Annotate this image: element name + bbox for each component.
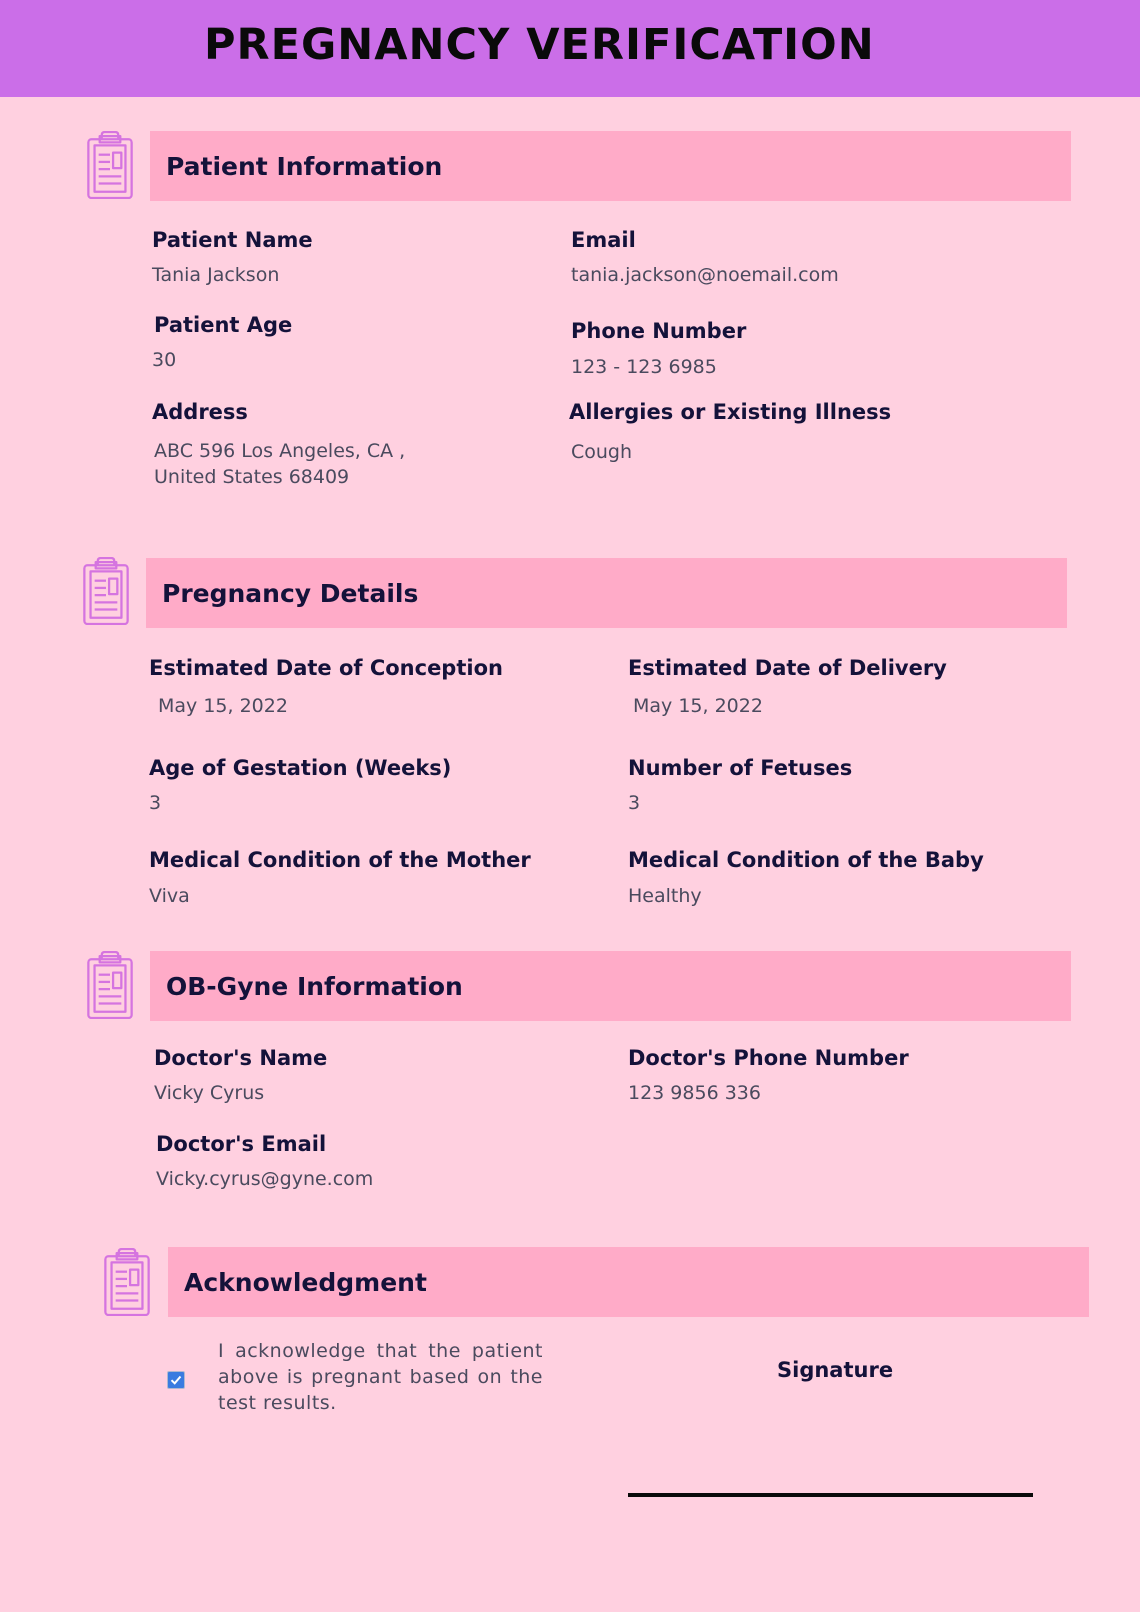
patient-name-value: Tania Jackson bbox=[152, 264, 280, 286]
clipboard-icon bbox=[81, 557, 131, 625]
allergies-label: Allergies or Existing Illness bbox=[569, 400, 892, 424]
clipboard-icon bbox=[85, 131, 135, 199]
patient-age-label: Patient Age bbox=[154, 313, 293, 337]
email-value: tania.jackson@noemail.com bbox=[571, 264, 839, 286]
section-title: Patient Information bbox=[166, 152, 443, 181]
section-header-acknowledgment bbox=[168, 1247, 1089, 1317]
baby-condition-label: Medical Condition of the Baby bbox=[628, 848, 984, 872]
delivery-label: Estimated Date of Delivery bbox=[628, 656, 947, 680]
patient-age-value: 30 bbox=[152, 349, 177, 371]
checkmark-icon bbox=[169, 1373, 183, 1387]
section-header-pregnancy bbox=[146, 558, 1067, 628]
gestation-label: Age of Gestation (Weeks) bbox=[149, 756, 452, 780]
header-bar bbox=[0, 0, 1140, 97]
phone-label: Phone Number bbox=[571, 319, 747, 343]
section-header-patient bbox=[150, 131, 1071, 201]
doctor-phone-value: 123 9856 336 bbox=[628, 1082, 761, 1104]
section-title: Acknowledgment bbox=[184, 1268, 427, 1297]
fetuses-label: Number of Fetuses bbox=[628, 756, 853, 780]
address-label: Address bbox=[152, 400, 248, 424]
doctor-email-value: Vicky.cyrus@gyne.com bbox=[156, 1168, 374, 1190]
baby-condition-value: Healthy bbox=[628, 885, 702, 907]
address-value: ABC 596 Los Angeles, CA , United States 68409 bbox=[154, 440, 406, 488]
signature-line[interactable] bbox=[628, 1493, 1033, 1497]
doctor-email-label: Doctor's Email bbox=[156, 1132, 327, 1156]
doctor-phone-label: Doctor's Phone Number bbox=[628, 1046, 909, 1070]
section-title: Pregnancy Details bbox=[162, 579, 419, 608]
acknowledge-checkbox[interactable] bbox=[167, 1371, 185, 1389]
clipboard-icon bbox=[102, 1248, 152, 1316]
phone-value: 123 - 123 6985 bbox=[571, 356, 717, 378]
fetuses-value: 3 bbox=[628, 792, 641, 814]
conception-value: May 15, 2022 bbox=[158, 695, 288, 717]
section-title: OB-Gyne Information bbox=[166, 972, 463, 1001]
clipboard-icon bbox=[85, 951, 135, 1019]
gestation-value: 3 bbox=[149, 792, 162, 814]
section-header-obgyne bbox=[150, 951, 1071, 1021]
patient-name-label: Patient Name bbox=[152, 228, 313, 252]
document-title: PREGNANCY VERIFICATION bbox=[204, 20, 875, 70]
email-label: Email bbox=[571, 228, 636, 252]
conception-label: Estimated Date of Conception bbox=[149, 656, 503, 680]
mother-condition-label: Medical Condition of the Mother bbox=[149, 848, 531, 872]
acknowledgment-statement: I acknowledge that the patient above is pregnant based on the test results. bbox=[218, 1340, 543, 1414]
doctor-name-label: Doctor's Name bbox=[154, 1046, 328, 1070]
signature-label: Signature bbox=[777, 1358, 894, 1382]
mother-condition-value: Viva bbox=[149, 885, 190, 907]
delivery-value: May 15, 2022 bbox=[633, 695, 763, 717]
allergies-value: Cough bbox=[571, 441, 633, 463]
doctor-name-value: Vicky Cyrus bbox=[154, 1082, 265, 1104]
